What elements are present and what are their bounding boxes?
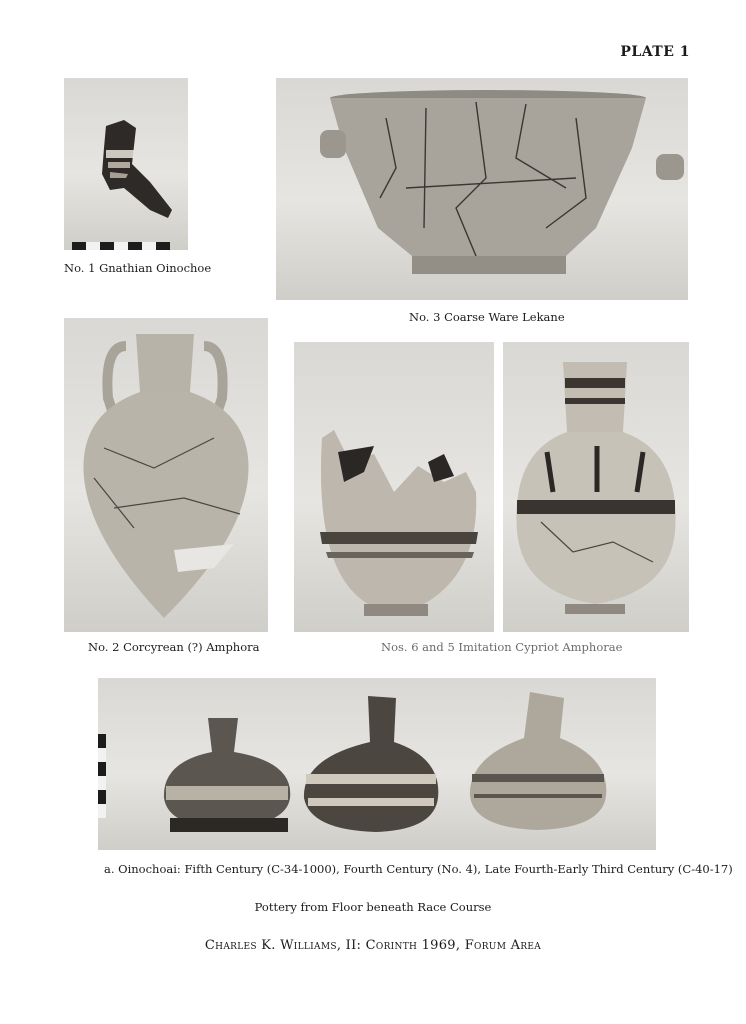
caption-no3: No. 3 Coarse Ware Lekane	[409, 310, 565, 324]
caption-no1: No. 1 Gnathian Oinochoe	[64, 261, 212, 275]
footer-citation: Charles K. Williams, II: Corinth 1969, Forum Area	[204, 938, 542, 953]
amphora-5-image	[503, 342, 689, 632]
amphora-image	[64, 318, 268, 632]
photo-corcyrean-amphora	[64, 318, 268, 632]
photo-oinochoai	[98, 678, 656, 850]
photo-imitation-cypriot-amphora-5	[503, 342, 689, 632]
caption-no2: No. 2 Corcyrean (?) Amphora	[88, 640, 260, 654]
gnathian-fragment-image	[64, 78, 188, 250]
caption-oinochoai: a. Oinochoai: Fifth Century (C-34-1000), Fourth Century (No. 4), Late Fourth-Early Third Century (C-40-17)	[104, 862, 733, 876]
oinochoai-image	[98, 678, 656, 850]
caption-nos-6-5: Nos. 6 and 5 Imitation Cypriot Amphorae	[381, 640, 623, 654]
amphora-6-image	[294, 342, 494, 632]
plate-number: PLATE 1	[620, 44, 690, 60]
photo-gnathian-oinochoe	[64, 78, 188, 250]
plate-title: Pottery from Floor beneath Race Course	[254, 900, 492, 914]
photo-coarse-ware-lekane	[276, 78, 688, 300]
photo-imitation-cypriot-amphora-6	[294, 342, 494, 632]
lekane-image	[276, 78, 688, 300]
